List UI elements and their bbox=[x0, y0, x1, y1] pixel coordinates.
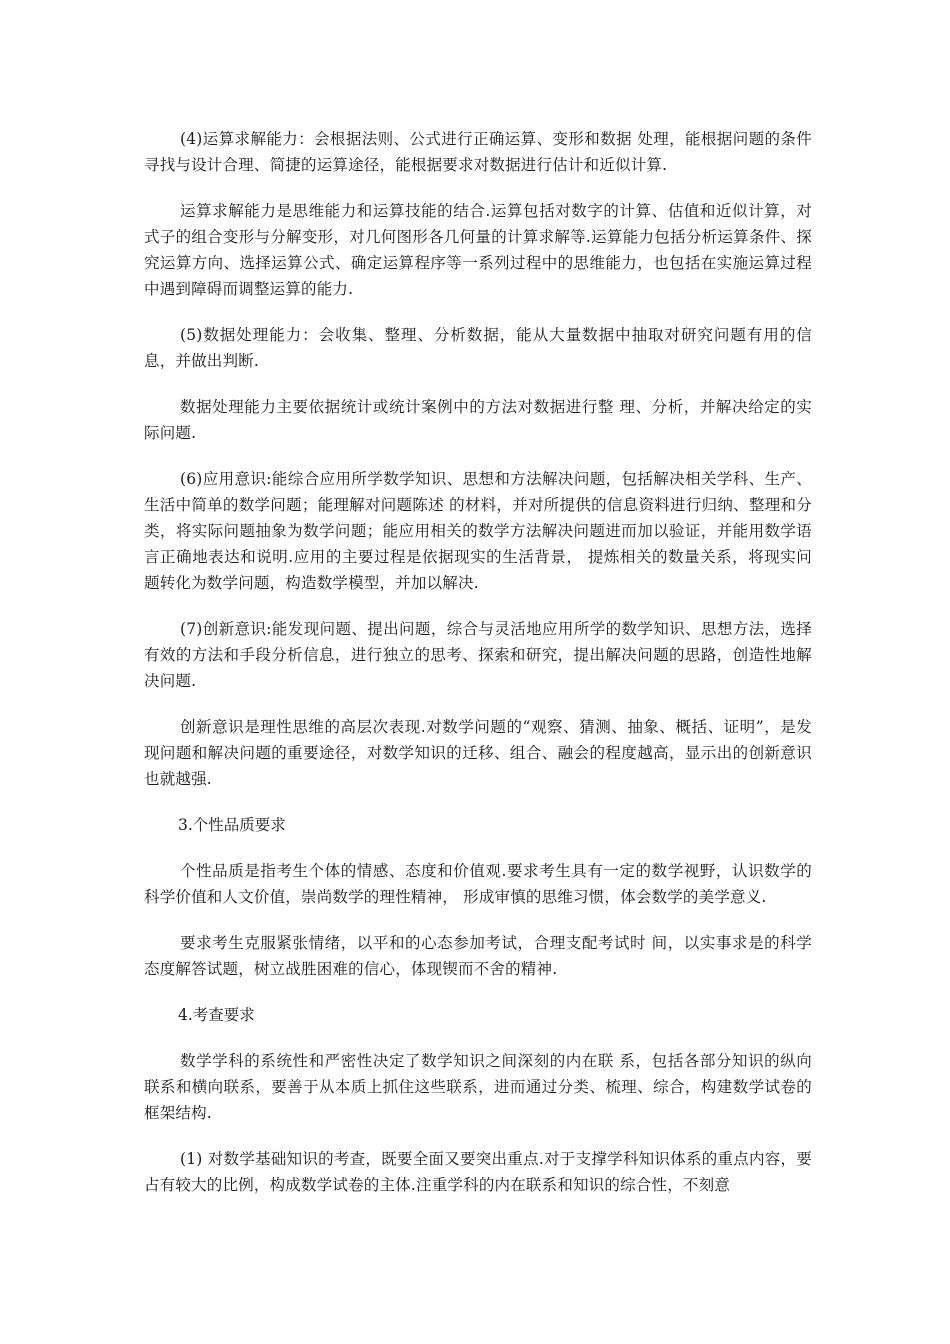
paragraph-computation-explanation: 运算求解能力是思维能力和运算技能的结合.运算包括对数字的计算、估值和近似计算，对式子的组合变形与分解变形，对几何图形各几何量的计算求解等.运算能力包括分析运算条件、探究运算方向、选择运算公式、确定运算程序等一系列过程中的思维能力，也包括在实施运算过程中遇到障碍而调整运算的能力. bbox=[144, 202, 812, 298]
paragraph-exam-attitude: 要求考生克服紧张情绪，以平和的心态参加考试，合理支配考试时 间，以实事求是的科学态度解答试题，树立战胜困难的信心，体现锲而不舍的精神. bbox=[144, 934, 812, 978]
paragraph-6-application-awareness: (6)应用意识:能综合应用所学数学知识、思想和方法解决问题，包括解决相关学科、生产、生活中简单的数学问题；能理解对问题陈述 的材料，并对所提供的信息资料进行归纳、整理和分类，将实际问题抽象为数学问题；能应用相关的数学方法解决问题进而加以验证，并能用数学语言正确地表达和说明.应用的主要过程是依据现实的生活背景， 提炼相关的数量关系，将现实问题转化为数学问题，构造数学模型，并加以解决. bbox=[144, 470, 812, 592]
paragraph-5-data-processing: (5)数据处理能力：会收集、整理、分析数据，能从大量数据中抽取对研究问题有用的信息，并做出判断. bbox=[144, 326, 812, 370]
paragraph-innovation-explanation: 创新意识是理性思维的高层次表现.对数学问题的“观察、猜测、抽象、概括、证明”，是发现问题和解决问题的重要途径，对数学知识的迁移、组合、融会的程度越高，显示出的创新意识也就越强. bbox=[144, 718, 812, 788]
paragraph-7-innovation-awareness: (7)创新意识:能发现问题、提出问题，综合与灵活地应用所学的数学知识、思想方法，选择有效的方法和手段分析信息，进行独立的思考、探索和研究，提出解决问题的思路，创造性地解决问题. bbox=[144, 620, 812, 690]
paragraph-personal-quality: 个性品质是指考生个体的情感、态度和价值观.要求考生具有一定的数学视野，认识数学的科学价值和人文价值，崇尚数学的理性精神， 形成审慎的思维习惯，体会数学的美学意义. bbox=[144, 862, 812, 906]
paragraph-1-basic-knowledge: (1) 对数学基础知识的考查，既要全面又要突出重点.对于支撑学科知识体系的重点内容，要占有较大的比例，构成数学试卷的主体.注重学科的内在联系和知识的综合性，不刻意 bbox=[144, 1150, 812, 1194]
section-heading-assessment-requirements: 4.考查要求 bbox=[178, 1006, 255, 1024]
paragraph-subject-system: 数学学科的系统性和严密性决定了数学知识之间深刻的内在联 系，包括各部分知识的纵向联系和横向联系，要善于从本质上抓住这些联系，进而通过分类、梳理、综合，构建数学试卷的框架结构. bbox=[144, 1052, 812, 1122]
paragraph-4-computation-ability: (4)运算求解能力：会根据法则、公式进行正确运算、变形和数据 处理，能根据问题的条件寻找与设计合理、简捷的运算途径，能根据要求对数据进行估计和近似计算. bbox=[144, 130, 812, 174]
document-body bbox=[144, 126, 812, 1218]
section-heading-personal-quality: 3.个性品质要求 bbox=[178, 816, 286, 834]
paragraph-data-processing-explanation: 数据处理能力主要依据统计或统计案例中的方法对数据进行整 理、分析，并解决给定的实际问题. bbox=[144, 398, 812, 442]
